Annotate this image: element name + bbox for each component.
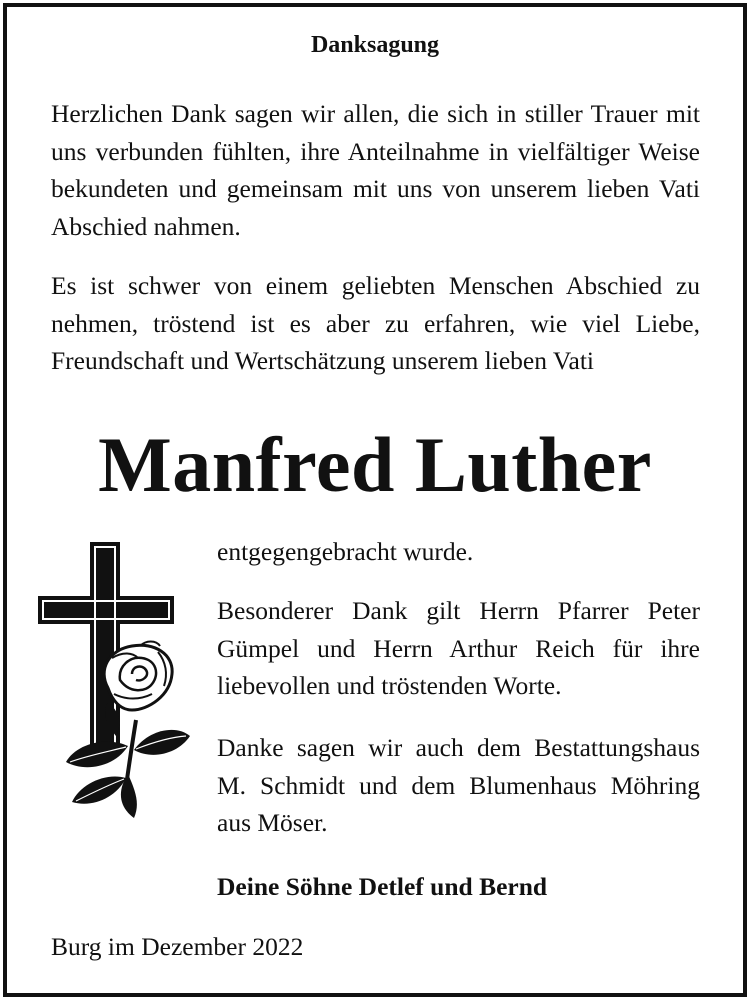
- notice-heading: Danksagung: [310, 32, 440, 58]
- funeral-services-paragraph: Danke sagen wir auch dem Bestattungshaus M. Schmidt und dem Blumenhaus Möhring aus Möser.: [217, 733, 700, 837]
- cross-with-rose-icon: [36, 540, 196, 820]
- deceased-name: Manfred Luther: [98, 421, 652, 508]
- continuation-line: entgegengebracht wurde.: [217, 537, 474, 566]
- special-thanks-paragraph: Besonderer Dank gilt Herrn Pfarrer Peter Gümpel und Herrn Arthur Reich für ihre liebevollen und tröstenden Worte.: [217, 596, 700, 700]
- farewell-paragraph: Es ist schwer von einem geliebten Menschen Abschied zu nehmen, tröstend ist es aber zu erfahren, wie viel Liebe, Freundschaft und Wertschätzung unserem lieben Vati: [51, 271, 700, 375]
- thanks-paragraph: Herzlichen Dank sagen wir allen, die sich in stiller Trauer mit uns verbunden fühlten, ihre Anteilnahme in vielfältiger Weise bekundeten und gemeinsam mit uns von unserem lieben Vati Abschied nahmen.: [51, 99, 700, 241]
- place-and-date: Burg im Dezember 2022: [51, 932, 304, 961]
- rose-icon: [104, 642, 172, 711]
- signature: Deine Söhne Detlef und Bernd: [217, 872, 548, 901]
